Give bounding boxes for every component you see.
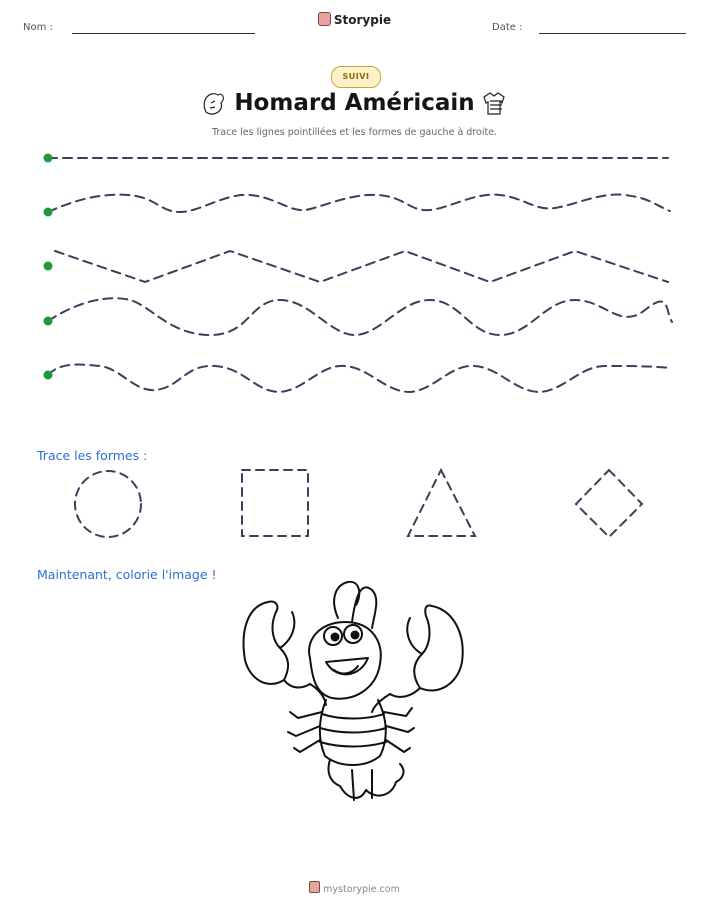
lobster-claw-icon <box>204 94 223 114</box>
date-label: Date : <box>492 22 523 33</box>
page-title: Homard Américain <box>234 90 475 116</box>
start-dot <box>44 262 53 271</box>
start-dot <box>44 208 53 217</box>
level-badge: SUIVI <box>331 66 381 88</box>
tracing-line-gentle-wave[interactable] <box>48 195 670 212</box>
tracing-shape-diamond[interactable] <box>576 470 642 537</box>
coloring-section-label: Maintenant, colorie l'image ! <box>37 567 217 582</box>
armor-icon <box>484 93 504 114</box>
footer-url[interactable]: mystorypie.com <box>323 884 400 895</box>
tracing-shape-triangle[interactable] <box>408 470 475 536</box>
shapes-section-label: Trace les formes : <box>37 448 148 463</box>
tracing-shape-square[interactable] <box>242 470 308 536</box>
tracing-line-bumpy-wave[interactable] <box>48 365 670 392</box>
start-dot <box>44 154 53 163</box>
footer <box>0 881 709 895</box>
tracing-line-wave[interactable] <box>48 298 672 335</box>
tracing-line-zigzag[interactable] <box>55 251 668 282</box>
start-dot <box>44 317 53 326</box>
start-dot <box>44 371 53 380</box>
instructions: Trace les lignes pointillées et les formes de gauche à droite. <box>211 127 498 138</box>
name-label: Nom : <box>23 22 53 33</box>
storypie-logo-icon <box>309 881 320 893</box>
tracing-shape-circle[interactable] <box>75 471 141 537</box>
lobster-coloring-image[interactable] <box>244 582 463 800</box>
brand-name: Storypie <box>333 13 392 27</box>
